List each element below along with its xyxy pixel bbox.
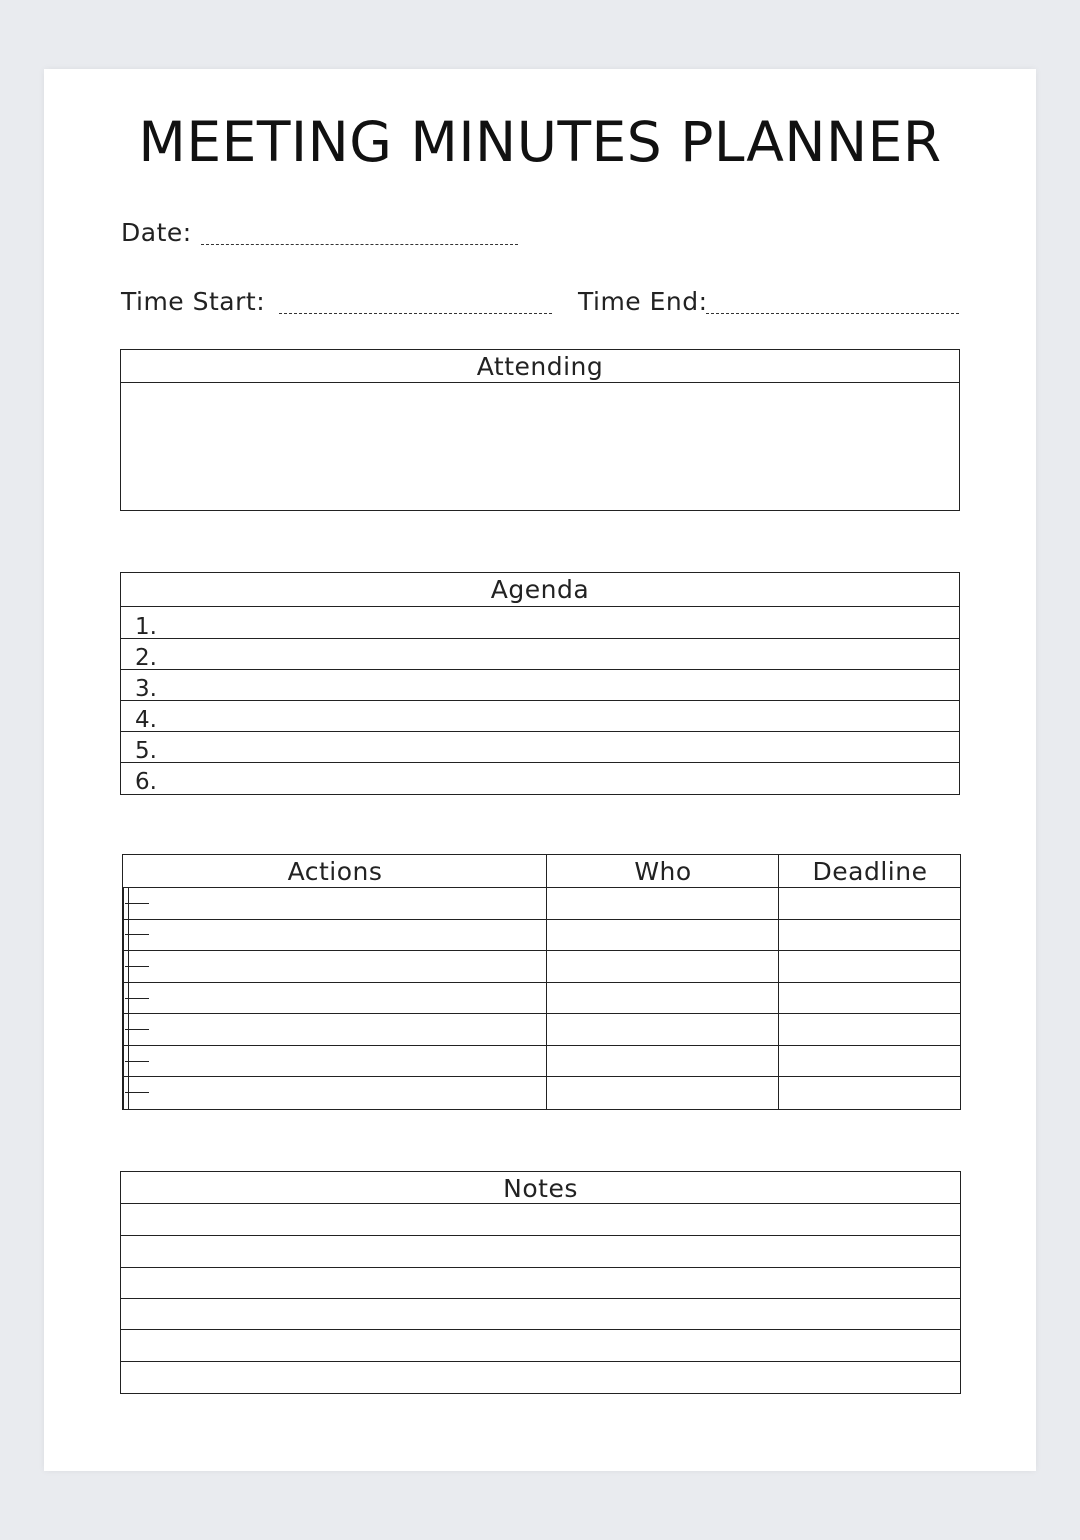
agenda-section (120, 572, 960, 795)
time-start-label: Time Start: (121, 287, 266, 316)
notes-section (120, 1171, 961, 1394)
notes-lines (121, 1204, 960, 1393)
who-cell[interactable] (547, 919, 778, 951)
notes-line[interactable] (121, 1329, 960, 1360)
attending-heading: Attending (121, 350, 959, 383)
attending-area[interactable] (121, 383, 959, 510)
agenda-item-number: 2. (135, 645, 157, 671)
who-cell[interactable] (547, 887, 778, 919)
who-column-header: Who (634, 857, 692, 886)
who-cell[interactable] (547, 1045, 778, 1077)
action-cell[interactable] (129, 1045, 546, 1077)
agenda-item[interactable] (121, 731, 959, 762)
action-cell[interactable] (129, 950, 546, 982)
action-cell[interactable] (129, 1076, 546, 1108)
notes-line[interactable] (121, 1298, 960, 1329)
date-label: Date: (121, 218, 192, 247)
agenda-item-number: 5. (135, 738, 157, 764)
actions-table (122, 854, 961, 1110)
agenda-item[interactable] (121, 700, 959, 731)
action-cell[interactable] (129, 919, 546, 951)
deadline-cell[interactable] (779, 887, 961, 919)
time-end-label: Time End: (578, 287, 708, 316)
notes-line[interactable] (121, 1204, 960, 1235)
page-title: MEETING MINUTES PLANNER (138, 110, 942, 174)
who-cell[interactable] (547, 1076, 778, 1108)
time-start-field[interactable] (279, 313, 552, 314)
deadline-cell[interactable] (779, 1045, 961, 1077)
action-cell[interactable] (129, 1013, 546, 1045)
actions-column-header: Actions (287, 857, 383, 886)
actions-rows (123, 855, 960, 1109)
agenda-item-number: 3. (135, 676, 157, 702)
action-cell[interactable] (129, 887, 546, 919)
deadline-cell[interactable] (779, 950, 961, 982)
notes-heading: Notes (121, 1172, 960, 1204)
who-cell[interactable] (547, 950, 778, 982)
deadline-cell[interactable] (779, 919, 961, 951)
agenda-item[interactable] (121, 638, 959, 669)
deadline-cell[interactable] (779, 1013, 961, 1045)
agenda-item-number: 4. (135, 707, 157, 733)
agenda-item-number: 6. (135, 769, 157, 795)
agenda-item[interactable] (121, 669, 959, 700)
date-field[interactable] (201, 244, 518, 245)
notes-line[interactable] (121, 1267, 960, 1298)
agenda-item[interactable] (121, 607, 959, 638)
agenda-item-number: 1. (135, 614, 157, 640)
notes-line[interactable] (121, 1361, 960, 1392)
time-end-field[interactable] (706, 313, 959, 314)
agenda-list (121, 607, 959, 794)
deadline-column-header: Deadline (812, 857, 928, 886)
attending-section (120, 349, 960, 511)
deadline-cell[interactable] (779, 1076, 961, 1108)
deadline-cell[interactable] (779, 982, 961, 1014)
notes-line[interactable] (121, 1235, 960, 1266)
who-cell[interactable] (547, 1013, 778, 1045)
agenda-item[interactable] (121, 762, 959, 793)
agenda-heading: Agenda (121, 573, 959, 607)
action-cell[interactable] (129, 982, 546, 1014)
who-cell[interactable] (547, 982, 778, 1014)
